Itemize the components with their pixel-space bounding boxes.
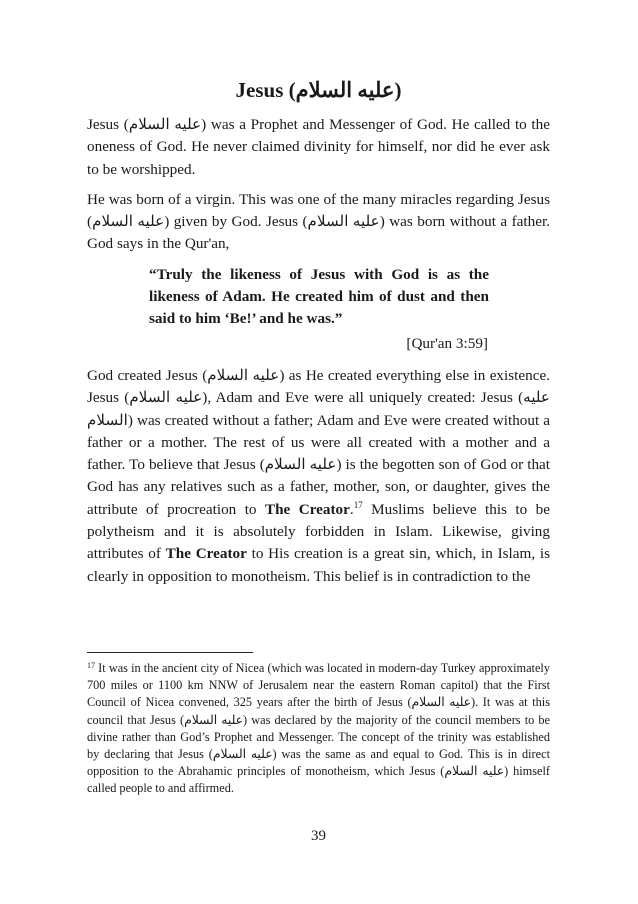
quran-quote: “Truly the likeness of Jesus with God is as the likeness of Adam. He created him of dust and then said to him ‘Be!’ and he was.”	[149, 265, 489, 328]
the-creator-bold: The Creator	[264, 500, 350, 518]
paragraph-2: He was born of a virgin. This was one of the many miracles regarding Jesus (عليه السلام) given by God. Jesus (عليه السلام) was born without a father. God says in the Qur'an,	[87, 190, 550, 253]
footnote-text: It was in the ancient city of Nicea (which was located in modern-day Turkey approximately 700 miles or 1100 km NNW of Jerusalem near the eastern Roman capitol) that the First Council of Nicea convened, 325 years after the birth of Jesus (عليه السلام). It was at this council that Jesus (عليه السلام) was declared by the majority of the council members to be divine rather than God’s Prophet and Messenger. The concept of the trinity was established by declaring that Jesus (عليه السلام) was the same as and equal to God. This is in direct opposition to the Abrahamic principles of monotheism, which Jesus (عليه السلام) himself called people to and affirmed.	[87, 661, 551, 796]
the-creator-bold-2: The Creator	[165, 545, 247, 563]
paragraph-3: God created Jesus (عليه السلام) as He created everything else in existence. Jesus (عليه السلام), Adam and Eve were all uniquely created: Jesus (عليه السلام) was created without a father; Adam and Eve were created without a father or a mother. The rest of us were all created with a mother and a father. To believe that Jesus (عليه السلام) is the begotten son of God or that God has any relatives such as a father, mother, son, or daughter, gives the attribute of procreation to The Creator.$^{17}$ Muslims believe this to be polytheism and it is absolutely forbidden in Islam. Likewise, giving attributes of The Creator to His creation is a great sin, which, in Islam, is clearly in opposition to monotheism. This belief is in contradiction to the	[87, 366, 550, 585]
page-title: Jesus (عليه السلام)	[235, 78, 402, 102]
footnote-17	[87, 660, 550, 798]
footnote-ref[interactable]: 17	[353, 499, 363, 510]
footnote-number: 17	[87, 661, 95, 670]
paragraph-3-part-c: to His creation is a great sin, which, in Islam, is clearly in opposition to monotheism. This belief is in contradiction to the	[87, 545, 550, 585]
quote-citation: [Qur'an 3:59]	[406, 334, 488, 352]
paragraph-3-part-a: God created Jesus (عليه السلام) as He created everything else in existence. Jesus (عليه السلام), Adam and Eve were all uniquely created: Jesus (عليه السلام) was created without a father; Adam and Eve were created without a father or a mother. The rest of us were all created with a mother and a father. To believe that Jesus (عليه السلام) is the begotten son of God or that God has any relatives such as a father, mother, son, or daughter, gives the attribute of procreation to	[87, 366, 550, 518]
footnote-divider	[87, 652, 253, 653]
page-number: 39	[311, 828, 326, 844]
paragraph-1: Jesus (عليه السلام) was a Prophet and Messenger of God. He called to the oneness of God. He never claimed divinity for himself, nor did he ever ask to be worshipped.	[87, 116, 550, 178]
main-text	[87, 114, 550, 596]
paragraph-3-part-b: Muslims believe this to be polytheism and it is absolutely forbidden in Islam. Likewise, giving attributes of	[87, 500, 550, 563]
